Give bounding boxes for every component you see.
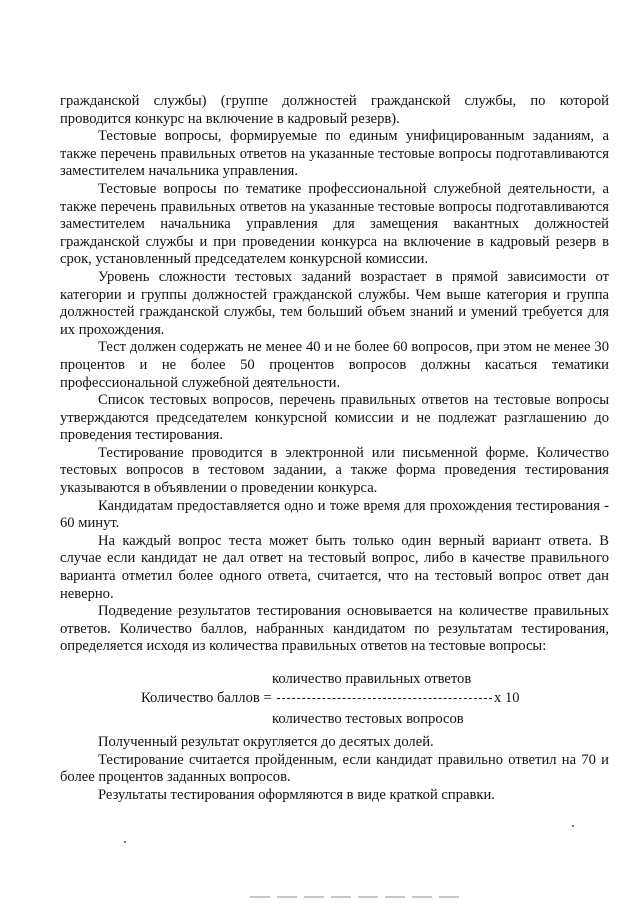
paragraph-5: Тест должен содержать не менее 40 и не более 60 вопросов, при этом не менее 30 процентов и не более 50 процентов вопросов должны касаться тематики профессиональной служебной деятельности. [60,339,609,391]
paragraph-10: Подведение результатов тестирования основывается на количестве правильных ответов. Количество баллов, набранных кандидатом по результатам тестирования, определяется исходя из количества правильных ответов на тестовые вопросы: [60,603,609,655]
paragraph-4: Уровень сложности тестовых заданий возрастает в прямой зависимости от категории и группы должностей гражданской службы. Чем выше категория и группа должностей гражданской службы, тем больший объем знаний и умений требуется для их прохождения. [60,268,609,338]
paragraph-7: Тестирование проводится в электронной или письменной форме. Количество тестовых вопросов в тестовом задании, а также форма проведения тестирования указываются в объявлении о проведении конкурса. [60,444,609,497]
paragraph-11: Полученный результат округляется до десятых долей. [98,734,434,750]
scan-edge-artifact [250,896,465,898]
paragraph-12: Тестирование считается пройденным, если кандидат правильно ответил на 70 и более процентов заданных вопросов. [60,751,609,786]
scan-speck [572,825,574,827]
scan-speck [124,841,126,843]
paragraph-2: Тестовые вопросы, формируемые по единым унифицированным заданиям, а также перечень правильных ответов на указанные тестовые вопросы подготавливаются заместителем начальника управления. [60,128,609,180]
formula-numerator: количество правильных ответов [272,671,472,687]
formula-multiplier: x 10 [494,690,520,706]
score-formula [60,662,609,734]
paragraph-6: Список тестовых вопросов, перечень правильных ответов на тестовые вопросы утверждаются председателем конкурсной комиссии и не подлежат разглашению до проведения тестирования. [60,392,609,444]
document-body [60,93,609,804]
paragraph-3: Тестовые вопросы по тематике профессиональной служебной деятельности, а также перечень правильных ответов на указанные тестовые вопросы подготавливаются заместителем начальника управления для замещения вакантных должностей гражданской службы и при проведении конкурса на включение в кадровый резерв в срок, установленный председателем конкурсной комиссии. [60,180,609,268]
formula-fraction-line [277,698,492,699]
formula-denominator: количество тестовых вопросов [272,711,464,727]
paragraph-8: Кандидатам предоставляется одно и тоже время для прохождения тестирования - 60 минут. [60,497,609,532]
paragraph-1: гражданской службы) (группе должностей гражданской службы, по которой проводится конкурс на включение в кадровый резерв). [60,93,609,127]
paragraph-13: Результаты тестирования оформляются в виде краткой справки. [98,786,495,803]
paragraph-9: На каждый вопрос теста может быть только один верный вариант ответа. В случае если кандидат не дал ответ на тестовый вопрос, либо в качестве правильного варианта отметил более одного ответа, считается, что на тестовый вопрос ответ дан неверно. [60,532,609,602]
formula-left-side: Количество баллов = [141,690,272,706]
